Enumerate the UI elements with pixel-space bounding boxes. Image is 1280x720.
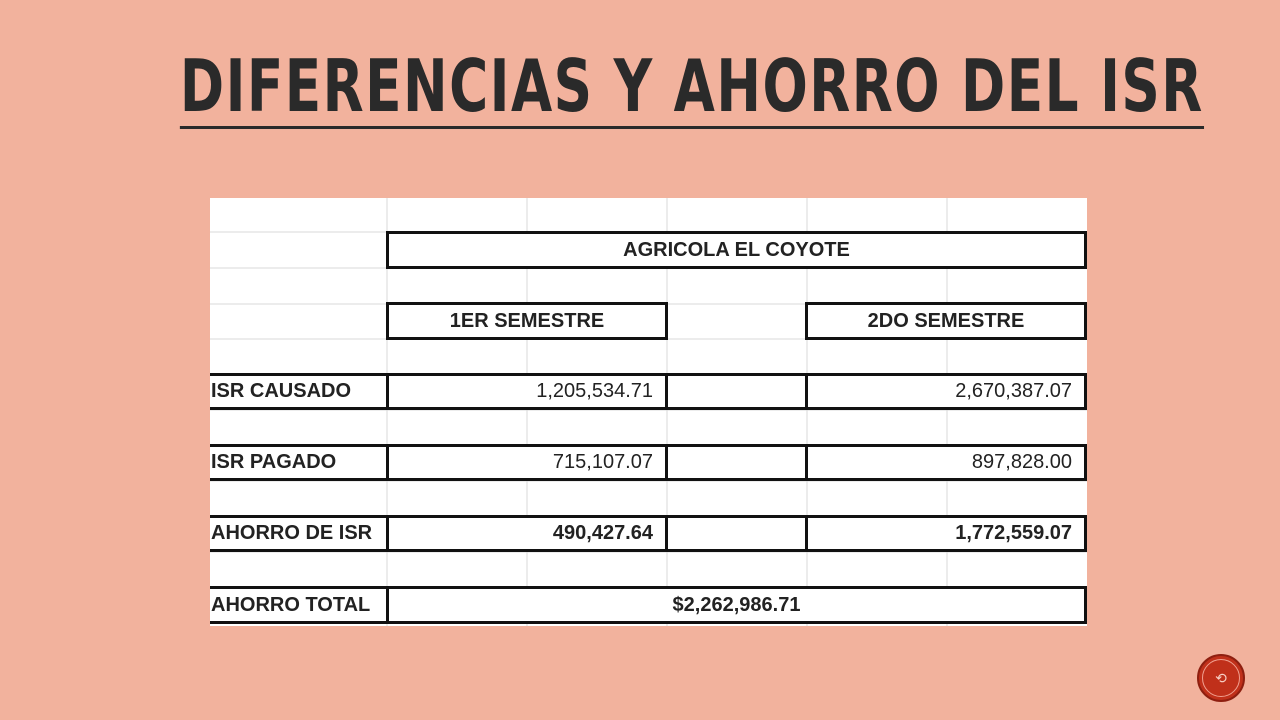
ahorro-total-value: $2,262,986.71	[386, 586, 1087, 624]
company-header: AGRICOLA EL COYOTE	[386, 231, 1087, 269]
row-label-ahorro-isr: AHORRO DE ISR	[210, 515, 389, 552]
semester-1-header: 1ER SEMESTRE	[386, 302, 668, 340]
isr-causado-gap	[665, 373, 808, 410]
ahorro-isr-s2: 1,772,559.07	[805, 515, 1087, 552]
spreadsheet-image	[210, 198, 1087, 626]
row-label-isr-causado: ISR CAUSADO	[210, 373, 389, 410]
slide-title-wrap	[0, 46, 1280, 129]
isr-causado-s1: 1,205,534.71	[386, 373, 668, 410]
slide-title: DIFERENCIAS Y AHORRO DEL ISR	[179, 44, 1204, 128]
slide-nav-button[interactable]	[1197, 654, 1245, 702]
isr-causado-s2: 2,670,387.07	[805, 373, 1087, 410]
isr-pagado-s2: 897,828.00	[805, 444, 1087, 481]
isr-pagado-gap	[665, 444, 808, 481]
ahorro-isr-s1: 490,427.64	[386, 515, 668, 552]
semester-2-header: 2DO SEMESTRE	[805, 302, 1087, 340]
isr-pagado-s1: 715,107.07	[386, 444, 668, 481]
row-label-isr-pagado: ISR PAGADO	[210, 444, 389, 481]
row-label-ahorro-total: AHORRO TOTAL	[210, 586, 389, 624]
ahorro-isr-gap	[665, 515, 808, 552]
back-arrow-icon: ⟲	[1202, 659, 1240, 697]
